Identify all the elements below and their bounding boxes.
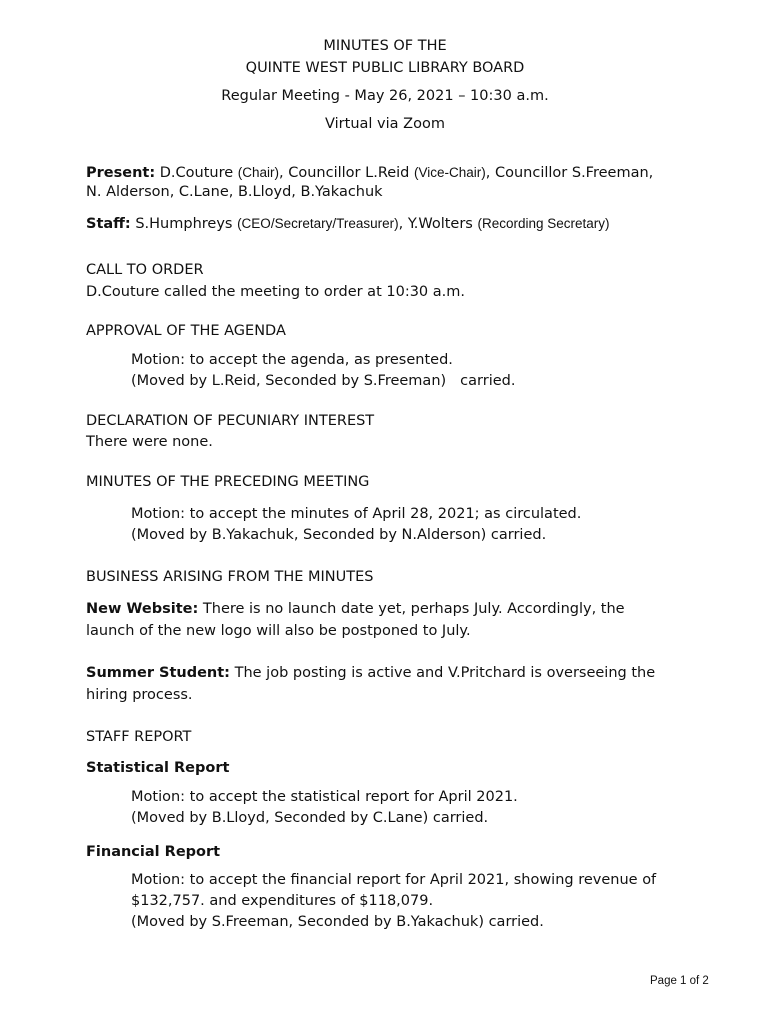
staff-name-1: S.Humphreys	[135, 216, 233, 232]
present-sep-1: , Councillor L.Reid	[279, 165, 414, 181]
pecuniary-heading: DECLARATION OF PECUNIARY INTEREST	[86, 413, 375, 429]
staff-role-2: (Recording Secretary)	[477, 216, 610, 231]
agenda-moved-line	[131, 373, 515, 389]
present-role-1: (Chair)	[237, 165, 280, 180]
financial-moved: (Moved by S.Freeman, Seconded by B.Yakachuk) carried.	[131, 914, 544, 930]
website-line-2: launch of the new logo will also be postponed to July.	[86, 623, 471, 639]
staff-line	[86, 216, 610, 232]
present-rest-1: , Councillor S.Freeman,	[485, 165, 654, 181]
present-role-2: (Vice-Chair)	[414, 165, 486, 180]
student-text-1: The job posting is active and V.Pritchard is overseeing the	[229, 665, 656, 681]
student-label: Summer Student:	[86, 665, 230, 681]
title-line-2: QUINTE WEST PUBLIC LIBRARY BOARD	[245, 60, 525, 76]
website-line-1	[86, 601, 625, 617]
call-to-order-text: D.Couture called the meeting to order at 10:30 a.m.	[86, 284, 465, 300]
staff-name-2: , Y.Wolters	[398, 216, 478, 232]
agenda-heading: APPROVAL OF THE AGENDA	[86, 323, 286, 339]
statistical-moved: (Moved by B.Lloyd, Seconded by C.Lane) carried.	[131, 810, 489, 826]
business-heading: BUSINESS ARISING FROM THE MINUTES	[86, 569, 374, 585]
page-number: Page 1 of 2	[650, 975, 709, 987]
financial-motion-2: $132,757. and expenditures of $118,079.	[131, 893, 434, 909]
website-text-1: There is no launch date yet, perhaps July. Accordingly, the	[198, 601, 625, 617]
financial-heading-text: Financial Report	[86, 844, 221, 860]
present-label: Present:	[86, 165, 156, 181]
staff-label: Staff:	[86, 216, 131, 232]
pecuniary-text: There were none.	[86, 434, 213, 450]
financial-heading	[86, 844, 220, 860]
present-name-1: D.Couture	[159, 165, 234, 181]
agenda-moved: (Moved by L.Reid, Seconded by S.Freeman)	[131, 373, 447, 389]
present-line-1	[86, 165, 653, 181]
present-line-2: N. Alderson, C.Lane, B.Lloyd, B.Yakachuk	[86, 184, 383, 200]
preceding-moved: (Moved by B.Yakachuk, Seconded by N.Alderson) carried.	[131, 527, 547, 543]
statistical-motion: Motion: to accept the statistical report for April 2021.	[131, 789, 518, 805]
call-to-order-heading: CALL TO ORDER	[86, 262, 204, 278]
financial-motion-1: Motion: to accept the financial report for April 2021, showing revenue of	[131, 872, 657, 888]
statistical-heading-text: Statistical Report	[86, 760, 230, 776]
preceding-motion: Motion: to accept the minutes of April 28, 2021; as circulated.	[131, 506, 582, 522]
staff-role-1: (CEO/Secretary/Treasurer)	[237, 216, 399, 231]
statistical-heading	[86, 760, 229, 776]
student-line-2: hiring process.	[86, 687, 193, 703]
staff-report-heading: STAFF REPORT	[86, 729, 192, 745]
agenda-motion: Motion: to accept the agenda, as presented.	[131, 352, 453, 368]
preceding-heading: MINUTES OF THE PRECEDING MEETING	[86, 474, 370, 490]
agenda-carried: carried.	[460, 373, 516, 389]
meeting-line: Regular Meeting - May 26, 2021 – 10:30 a.m.	[221, 88, 549, 104]
location-line: Virtual via Zoom	[325, 116, 445, 132]
student-line-1	[86, 665, 655, 681]
website-label: New Website:	[86, 601, 199, 617]
title-line-1: MINUTES OF THE	[323, 38, 447, 54]
